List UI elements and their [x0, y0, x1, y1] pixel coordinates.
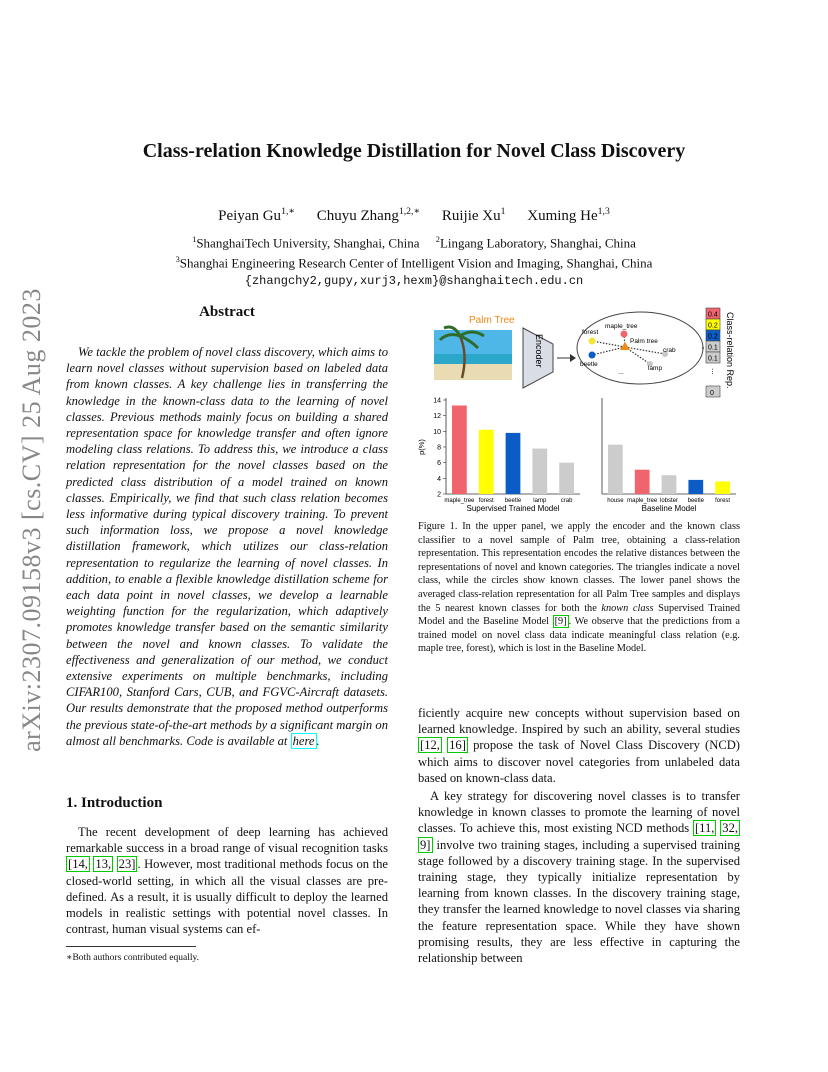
citation-link[interactable]: 9]: [420, 837, 431, 852]
rep-value: 0.2: [708, 322, 718, 330]
citation-link[interactable]: 13,: [95, 857, 112, 872]
category-label: lamp: [533, 498, 547, 504]
paper-title: Class-relation Knowledge Distillation for Novel Class Discovery: [142, 140, 686, 162]
sup-bar-beetle: [506, 433, 521, 494]
feature-space-ellipse: [577, 312, 703, 384]
base-bar-lobster: [662, 475, 677, 494]
palm-tree-label: Palm Tree: [469, 315, 515, 326]
cluster-label: ...: [618, 369, 624, 376]
supervised-chart: [417, 398, 580, 514]
citation-link[interactable]: 32,: [722, 821, 739, 836]
arxiv-sidebar: [12, 280, 52, 760]
rep-value: 0.1: [708, 355, 718, 363]
category-label: maple_tree: [627, 498, 658, 504]
citation-link[interactable]: [12,: [420, 738, 440, 753]
y-tick-label: 10: [433, 428, 441, 436]
rep-value: 0.1: [708, 344, 718, 352]
sup-x-axis-label: Supervised Trained Model: [466, 504, 560, 513]
base-bar-house: [608, 445, 623, 494]
author: Ruijie Xu$^1$: [441, 206, 506, 224]
abstract-text: We tackle the problem of novel class discovery, which aims to learn novel classes without supervision based on labeled data from known classes. A key challenge lies in transferring the knowledge in the known-class data to the learning of novel classes. Previous methods mainly focus on building a shared representation space for knowledge transfer and often ignore modeling class relations. To address this, we introduce a class relation representation for the novel classes based on the predicted class distribution of a model trained on known classes. Empirically, we find that such class relation becomes less informative during typical discovery training. To prevent such information loss, we propose a novel knowledge distillation framework, which utilizes our class-relation representation to regularize the learning of novel classes. In addition, to enable a flexible knowledge distillation scheme for each data point in novel classes, we develop a learnable weighting function for the regularization, which adaptively promotes knowledge transfer based on the semantic similarity between the novel and known classes. To validate the effectiveness and generalization of our method, we conduct extensive experiments on multiple benchmarks, including CIFAR100, Stanford Cars, CUB, and FGVC-Aircraft datasets. Our results demonstrate that the proposed method outperforms the previous state-of-the-art methods by a significant margin on almost all benchmarks. Code is available at here .: [66, 345, 388, 748]
base-x-axis-label: Baseline Model: [641, 504, 697, 513]
rep-value: 0.4: [708, 311, 718, 319]
baseline-chart: [602, 398, 736, 513]
rep-dots: ...: [710, 368, 719, 375]
category-label: lobster: [659, 498, 679, 504]
rep-value: 0.2: [708, 333, 718, 341]
figure-1: [410, 304, 750, 516]
category-label: maple_tree: [444, 498, 475, 504]
author: Peiyan $Gu^{1,∗}$: [218, 206, 296, 224]
y-tick-label: 12: [433, 413, 441, 421]
footnote: ∗Both authors contributed equally.: [66, 953, 200, 963]
cluster-label: forest: [582, 329, 599, 336]
abstract-heading: Abstract: [199, 304, 255, 320]
y-tick-label: 6: [437, 460, 441, 468]
right-column-text: ficiently acquire new concepts without supervision based on learned knowledge. Inspired by such an ability, several studies [12, 16] propose the task of Novel Class Discovery (NCD) which aims to discover novel categories from unlabeled data based on known-class data. A key strategy for discovering novel classes is to transfer knowledge in known classes to promote the learning of novel classes. To achieve this, most existing NCD methods [11, 32, 9] involve two training stages, including a supervised training stage followed by a discovery training stage. In the supervised training stage, they typically initialize representation by learning from known classes. In the discovery training stage, they transfer the learned knowledge to novel classes via sharing the feature representation space. While they have shown promising results, they are less effective in capturing the relationship between: [418, 706, 741, 966]
section-heading-introduction: 1. Introduction: [66, 795, 163, 811]
figure-caption: Figure 1. In the upper panel, we apply the encoder and the known class classifier to a novel sample of Palm tree, obtaining a class-relation representation. This representation encodes the relative distances between the representations of novel and known categories. The triangles indicate a novel class, while the circles show known classes. The lower panel shows the averaged class-relation representation for all Palm Tree samples and displays the 5 nearest known classes for both the known class Supervised Trained Model and the Baseline Model [9] . We observe that the predictions from a trained model on novel class data indicate meaningful class relation (e.g. maple tree, forest), which is lost in the Baseline Model.: [418, 521, 740, 655]
y-tick-label: 4: [437, 475, 441, 483]
cluster-label: crab: [663, 347, 676, 354]
y-tick-label: 2: [437, 491, 441, 499]
sup-bar-crab: [559, 463, 574, 494]
base-bar-forest: [715, 481, 730, 494]
author: Xuming He$^{1,3}$: [527, 206, 610, 224]
author-emails: {zhangchy2,gupy,xurj3,hexm}@shanghaitech.edu.cn: [244, 274, 584, 288]
author-list: [0, 206, 828, 225]
footnote-divider: [66, 946, 196, 947]
introduction-text: The recent development of deep learning has achieved remarkable success in a broad range of visual recognition tasks [14, 13, 23] . However, most traditional methods focus on the closed-world setting, in which all the visual classes are pre-defined. As a result, it is usually difficult to deploy the learned models in realistic settings with potential novel classes. In contrast, human visual systems can ef-: [66, 825, 388, 937]
sup-bar-forest: [479, 430, 494, 494]
y-tick-label: 8: [437, 444, 441, 452]
cluster-label: beetle: [580, 361, 598, 368]
category-label: beetle: [687, 498, 704, 504]
cluster-label: lamp: [648, 365, 663, 372]
category-label: forest: [715, 498, 731, 504]
affiliations-line-2: $^3$Shanghai Engineering Research Center of Intelligent Vision and Imaging, Shanghai, China: [175, 254, 653, 271]
category-label: beetle: [504, 498, 522, 504]
affiliations-line-1: $^1$ShanghaiTech University, Shanghai, China $^2$Lingang Laboratory, Shanghai, China: [192, 234, 636, 251]
category-label: crab: [560, 498, 573, 504]
category-label: forest: [478, 498, 494, 504]
sup-bar-lamp: [532, 449, 547, 494]
rep-label: Class-relation Rep.: [725, 312, 735, 389]
sup-bar-maple_tree: [452, 405, 467, 494]
citation-link[interactable]: [14,: [68, 857, 88, 872]
cluster-label: maple_tree: [605, 323, 638, 330]
citation-link[interactable]: 23]: [118, 857, 136, 872]
citation-link[interactable]: 16]: [449, 738, 466, 753]
code-link[interactable]: here: [292, 733, 315, 748]
rep-value: 0: [710, 390, 714, 397]
base-bar-maple_tree: [635, 470, 650, 494]
cluster-label: Palm tree: [630, 338, 658, 345]
encoder-label: Encoder: [534, 334, 544, 368]
citation-link[interactable]: [11,: [694, 821, 715, 836]
author: Chuyu Zhang$^{1,2,∗}$: [316, 206, 421, 224]
citation-link[interactable]: [9]: [554, 616, 567, 628]
category-label: house: [607, 498, 624, 504]
y-tick-label: 14: [433, 397, 441, 405]
palm-tree-image: [434, 327, 512, 380]
arxiv-identifier: arXiv:2307.09158v3 [cs.CV] 25 Aug 2023: [17, 288, 46, 752]
y-axis-label: p(%): [417, 439, 426, 455]
base-bar-beetle: [688, 480, 703, 494]
class-relation-vector: [706, 308, 720, 397]
